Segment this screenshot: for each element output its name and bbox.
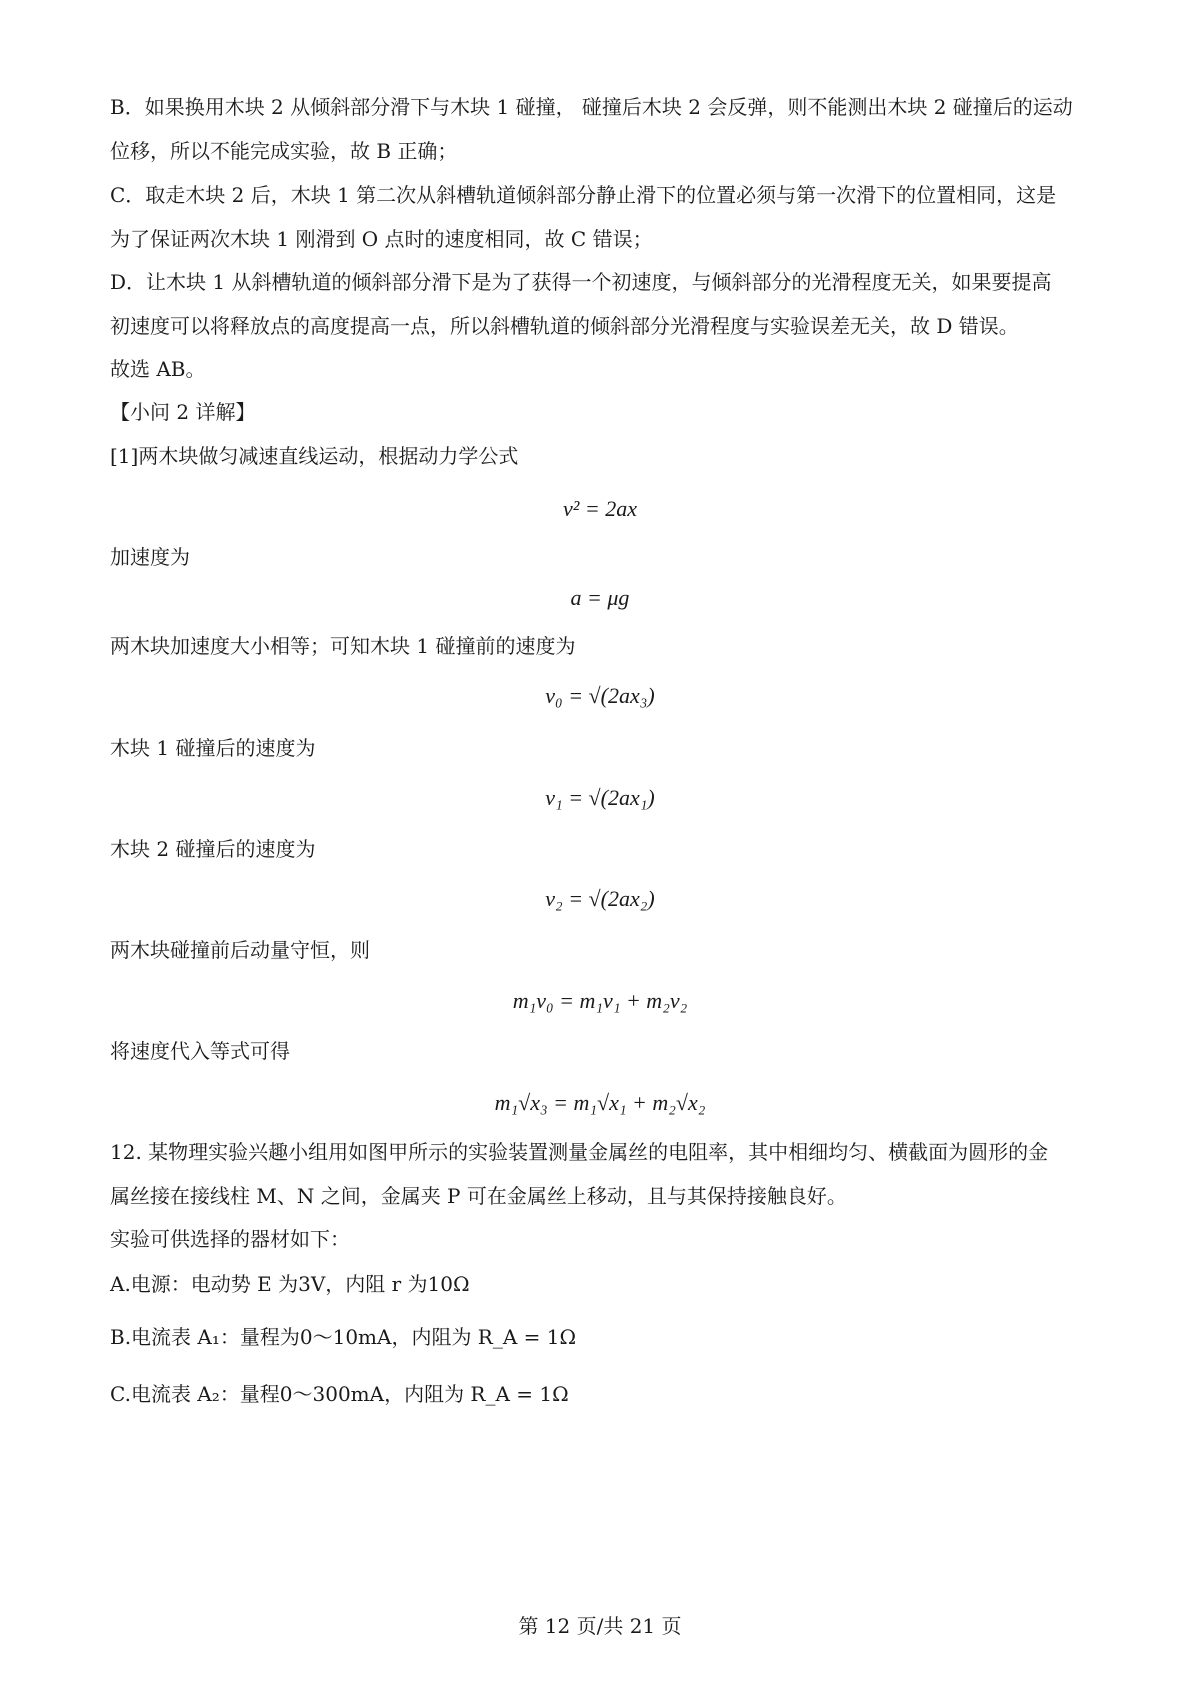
equation-substituted: m₁√x₃ = m₁√x₁ + m₂√x₂ — [494, 1090, 706, 1115]
paragraph-option-d-line2: 初速度可以将释放点的高度提高一点，所以斜槽轨道的倾斜部分光滑程度与实验误差无关，故 D 错误。 — [110, 314, 1019, 338]
paragraph-acceleration: 加速度为 — [110, 545, 190, 569]
section-heading: 【小问 2 详解】 — [110, 400, 256, 424]
paragraph-substitute: 将速度代入等式可得 — [110, 1039, 290, 1063]
equipment-c: C.电流表 A₂：量程0～300mA，内阻为 R_A = 1Ω — [110, 1382, 569, 1406]
paragraph-option-c-line2: 为了保证两次木块 1 刚滑到 O 点时的速度相同，故 C 错误； — [110, 227, 653, 251]
question-12-line1: 12. 某物理实验兴趣小组用如图甲所示的实验装置测量金属丝的电阻率，其中相细均匀、横截面为圆形的金 — [110, 1140, 1049, 1164]
paragraph-option-b-line1: B．如果换用木块 2 从倾斜部分滑下与木块 1 碰撞， 碰撞后木块 2 会反弹，则不能测出木块 2 碰撞后的运动 — [110, 95, 1073, 119]
equation-v2: v₂ = √(2ax₂) — [545, 886, 655, 911]
equation-v-squared: v² = 2ax — [563, 496, 637, 521]
paragraph-v0-intro: 两木块加速度大小相等；可知木块 1 碰撞前的速度为 — [110, 634, 576, 658]
equipment-intro: 实验可供选择的器材如下： — [110, 1227, 350, 1251]
paragraph-option-c-line1: C．取走木块 2 后，木块 1 第二次从斜槽轨道倾斜部分静止滑下的位置必须与第一次滑下的位置相同，这是 — [110, 183, 1057, 207]
answer-line: 故选 AB。 — [110, 357, 206, 381]
equation-momentum: m₁v₀ = m₁v₁ + m₂v₂ — [512, 988, 688, 1013]
equation-acceleration: a = μg — [570, 585, 630, 610]
paragraph-momentum: 两木块碰撞前后动量守恒，则 — [110, 938, 370, 962]
question-12-line2: 属丝接在接线柱 M、N 之间，金属夹 P 可在金属丝上移动，且与其保持接触良好。 — [110, 1184, 847, 1208]
equipment-b: B.电流表 A₁：量程为0～10mA，内阻为 R_A = 1Ω — [110, 1325, 577, 1349]
page-footer: 第 12 页/共 21 页 — [518, 1614, 682, 1638]
paragraph-v1-intro: 木块 1 碰撞后的速度为 — [110, 736, 316, 760]
equation-v1: v₁ = √(2ax₁) — [545, 785, 655, 810]
paragraph-v2-intro: 木块 2 碰撞后的速度为 — [110, 837, 316, 861]
paragraph-kinematics: [1]两木块做匀减速直线运动，根据动力学公式 — [110, 444, 519, 468]
paragraph-option-d-line1: D．让木块 1 从斜槽轨道的倾斜部分滑下是为了获得一个初速度，与倾斜部分的光滑程度无关，如果要提高 — [110, 270, 1052, 294]
equipment-a: A.电源：电动势 E 为3V，内阻 r 为10Ω — [110, 1272, 470, 1296]
paragraph-option-b-line2: 位移，所以不能完成实验，故 B 正确； — [110, 139, 458, 163]
equation-v0: v₀ = √(2ax₃) — [545, 683, 655, 708]
